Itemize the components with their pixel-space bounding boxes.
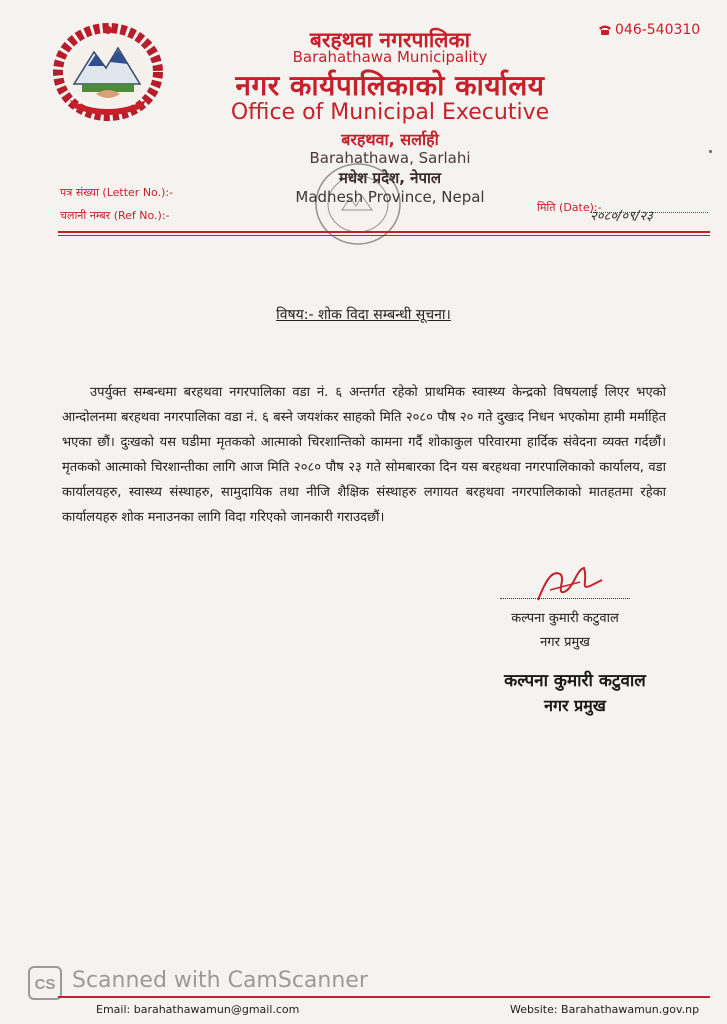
camscanner-logo-text: CS [34,976,56,993]
scan-speck [709,150,712,153]
footer-website: Website: Barahathawamun.gov.np [510,1003,700,1016]
reference-number-label: चलानी नम्बर (Ref No.):- [60,209,170,222]
phone-contact [598,22,700,38]
nepal-emblem-logo [52,22,164,122]
name-stamp: कल्पना कुमारी कटुवाल [504,671,646,691]
camscanner-watermark-text: Scanned with CamScanner [72,968,368,993]
letter-subject [0,305,727,324]
footer-rule [58,996,710,998]
province-nepali: मधेश प्रदेश, नेपाल [338,169,442,187]
subject-text: विषय:- शोक विदा सम्बन्धी सूचना। [276,307,451,323]
phone-icon [598,24,612,36]
letter-number-label: पत्र संख्या (Letter No.):- [60,186,174,199]
footer-email: Email: barahathawamun@gmail.com [96,1003,300,1016]
location-english: Barahathawa, Sarlahi [309,149,471,167]
municipality-name-nepali: बरहथवा नगरपालिका [309,28,471,52]
date-value: २०८०/०९/२३ [590,209,653,224]
office-name-nepali: नगर कार्यपालिकाको कार्यालय [235,69,545,102]
office-name-english: Office of Municipal Executive [230,100,550,125]
header-rule [58,231,710,233]
date-label: मिति (Date):- [537,201,602,214]
header-rule-thin [58,235,710,236]
title-stamp: नगर प्रमुख [544,696,606,715]
letter-body: उपर्युक्त सम्बन्धमा बरहथवा नगरपालिका वडा नं. ६ अन्तर्गत रहेको प्राथमिक स्वास्थ्य केन्द्रको विषयलाई लिएर भएको आन्दोलनमा बरहथवा नगरपालिका वडा नं. ६ बस्ने जयशंकर साहको मिति २०८० पौष २० गते दुखःद निधन भएकोमा हामी मर्माहित भएका छौं। दुःखको यस घडीमा मृतकको आत्माको चिरशान्तिको कामना गर्दै शोकाकुल परिवारमा हार्दिक संवेदना व्यक्त गर्दछौं। मृतकको आत्माको चिरशान्तीका लागि आज मिति २०८० पौष २३ गते सोमबारका दिन यस बरहथवा नगरपालिकाको कार्यालय, वडा कार्यालयहरु, स्वास्थ्य संस्थाहरु, सामुदायिक तथा नीजि शैक्षिक संस्थाहरु लगायत बरहथवा नगरपालिकाको मातहतमा रहेका कार्यालयहरु शोक मनाउनका लागि विदा गरिएको जानकारी गराउदछौं। [62,385,666,525]
municipality-name-english: Barahathawa Municipality [292,48,488,66]
signature-scribble [530,560,610,608]
camscanner-logo [28,966,62,1000]
signatory-title: नगर प्रमुख [540,635,590,650]
signature-dotted-line [500,598,630,599]
signatory-name: कल्पना कुमारी कटुवाल [511,611,619,626]
province-english: Madhesh Province, Nepal [295,188,485,206]
location-nepali: बरहथवा, सर्लाही [341,130,439,149]
phone-number: 046-540310 [615,22,701,38]
